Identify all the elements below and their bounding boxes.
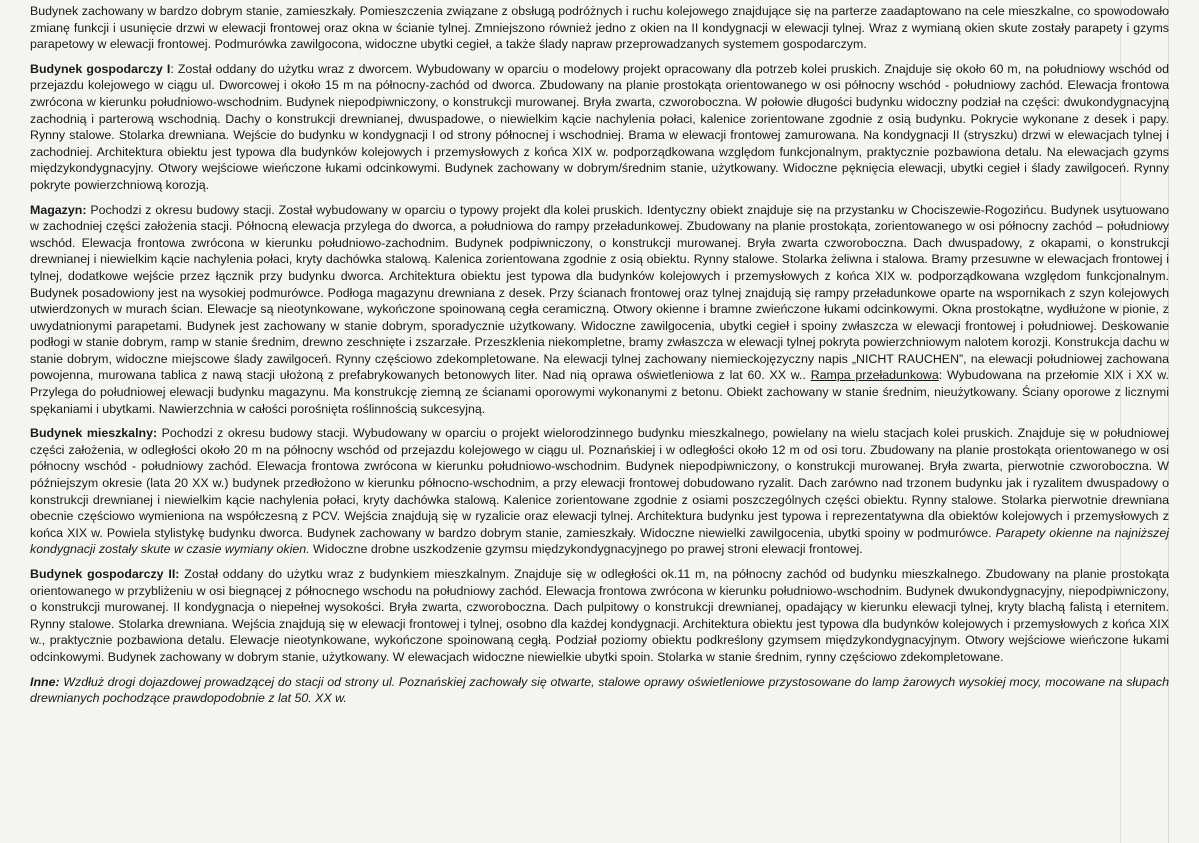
paragraph-budynek-gospodarczy-1 (30, 61, 1169, 194)
paragraph-budynek-gospodarczy-2 (30, 566, 1169, 666)
scan-fold-line (1120, 0, 1121, 843)
section-heading: Budynek gospodarczy II: (30, 567, 180, 581)
section-heading: Magazyn: (30, 202, 87, 217)
scan-edge-line (1168, 0, 1169, 843)
paragraph-italic-text: Wzdłuż drogi dojazdowej prowadzącej do stacji od strony ul. Poznańskiej zachowały się otwarte, stalowe oprawy oświetleniowe przystosowane do lamp żarowych wysokiej mocy, mocowane na słupach drewnianych pochodzące prawdopodobnie z lat 50. XX w. (30, 674, 1169, 706)
paragraph-text: Pochodzi z okresu budowy stacji. Wybudowany w oparciu o projekt wielorodzinnego budynku mieszkalnego, powielany na wielu stacjach kolei pruskich. Znajduje się w południowej części założenia, w odległości około 20 m na północny wschód od przejazdu kolejowego w ciągu ul. Poznańskiej i w odległości około 12 m od osi toru. Zbudowany na planie prostokąta orientowanego w osi północny wschód - południowy zachód. Elewacja frontowa zwrócona w kierunku południowo-wschodnim. Budynek niepodpiwniczony, o konstrukcji murowanej. Bryła zwarta, pierwotnie czworoboczna. W późniejszym okresie (lata 20 XX w.) budynek przedłożono w kierunku północno-wschodnim, a przy elewacji frontowej dobudowano ryzalit. Dach zarówno nad trzonem budynku jak i ryzalitem dwuspadowy o konstrukcji drewnianej i niewielkim kącie nachylenia połaci, kryty dachówka stalową. Kalenice zorientowane zgodnie z osiami poszczególnych części obiektu. Rynny stalowe. Stolarka pierwotnie drewniana obecnie częściowo wymieniona na współczesną z PCV. Wejścia znajdują się w ryzalicie oraz elewacji tylnej. Architektura budynku jest typowa i reprezentatywna dla obiektów kolejowych i przemysłowych z końca XIX w. Powiela stylistykę budynku dworca. Budynek zachowany w bardzo dobrym stanie, zamieszkały. Widoczne niewielki zawilgocenia, ubytki spoiny w podmurówce. (30, 426, 1169, 540)
paragraph-text: Budynek zachowany w bardzo dobrym stanie, zamieszkały. Pomieszczenia związane z obsługą podróżnych i ruchu kolejowego znajdujące się na parterze zaadaptowano na cele mieszkalne, co spowodowało zmianę funkcji i usunięcie drzwi w elewacji frontowej oraz okna w ścianie tylnej. Zmniejszono również jedno z okien na II kondygnacji w elewacji tylnej. Wraz z wymianą okien skute zostały parapety i gzyms parapetowy w elewacji frontowej. Podmurówka zawilgocona, widoczne ubytki cegieł, a także ślady napraw przeprowadzanych systemem gospodarczym. (30, 4, 1169, 52)
paragraph-dworzec-condition (30, 3, 1169, 53)
paragraph-text: Pochodzi z okresu budowy stacji. Został wybudowany w oparciu o typowy projekt dla kolei pruskich. Identyczny obiekt znajduje się na przystanku w Chociszewie-Rogozińcu. Budynek usytuowano w zachodniej części założenia stacji. Północną elewacja przylega do dworca, a południowa do rampy przeładunkowej. Zbudowany na planie prostokąta, zorientowanego w osi północny zachód – południowy wschód. Elewacja frontowa zwrócona w kierunku południowo-zachodnim. Budynek podpiwniczony, o konstrukcji murowanej. Bryła zwarta czworoboczna. Dach dwuspadowy, z okapami, o konstrukcji drewnianej i niewielkim kącie nachylenia połaci, kryty dachówka stalową. Kalenica zorientowana zgodnie z osią obiektu. Rynny stalowe. Stolarka żeliwna i stalowa. Bramy przesuwne w elewacjach frontowej i tylnej, dodatkowe wejście przez łącznik przy budynku dworca. Architektura obiektu jest typowa dla budynków kolejowych i przemysłowych z końca XIX w. podporządkowana względom funkcjonalnym. Budynek posadowiony jest na wysokiej podmurówce. Podłoga magazynu drewniana z desek. Przy ścianach frontowej oraz tylnej znajdują się rampy przeładunkowe oparte na wspornikach z szyn kolejowych utwierdzonych w murach ścian. Elewacje są nieotynkowane, wykończone spoinowaną cegła ceramiczną. Otwory okienne i bramne zwieńczone łukami odcinkowymi. Okna prostokątne, wydłużone w pionie, z uwydatnionymi parapetami. Budynek jest zachowany w stanie dobrym, sporadycznie użytkowany. Widoczne zawilgocenia, ubytki cegieł i spoiny zwłaszcza w elewacji frontowej i południowej. Deskowanie podłogi w stanie dobrym, ramp w stanie średnim, drewno zeschnięte i zszarzałe. Przeszklenia niekompletne, bramy zwłaszcza w elewacji tylnej pokryta powierzchniowym nalotem korozji. Konstrukcja dachu w stanie dobrym, widoczne miejscowe ślady zawilgoceń. Rynny częściowo zdekompletowane. Na elewacji tylnej zachowany niemieckojęzyczny napis „NICHT RAUCHEN”, na elewacji południowej zachowana powojenna, murowana tablica z nawą stacji ułożoną z prefabrykowanych betonowych liter. Nad nią oprawa oświetleniowa z lat 60. XX w.. (30, 202, 1169, 383)
paragraph-text: : Został oddany do użytku wraz z dworcem. Wybudowany w oparciu o modelowy projekt opracowany dla potrzeb kolei pruskich. Znajduje się około 60 m, na południowy wschód od przejazdu kolejowego w ciągu ul. Dworcowej i około 15 m na północny-zachód od dworca. Zbudowany na planie prostokąta orientowanego w osi północny wschód - południowy zachód. Elewacja frontowa zwrócona w kierunku południowo-wschodnim. Budynek niepodpiwniczony, o konstrukcji murowanej. Bryła zwarta, czworoboczna. W połowie długości budynku widoczny podział na części: dwukondygnacyjną zachodnią i parterową wschodnią. Dachy o konstrukcji drewnianej, dwuspadowe, o niewielkim kącie nachylenia połaci, kalenice zorientowane zgodnie z osią budynku. Pokrycie wykonane z desek i papy. Rynny stalowe. Stolarka drewniana. Wejście do budynku w kondygnacji I od strony północnej i wschodniej. Brama w elewacji frontowej zamurowana. Na kondygnacji II (stryszku) drzwi w elewacjach tylnej i zachodniej. Architektura obiektu jest typowa dla budynków kolejowych i przemysłowych z końca XIX w. podporządkowana względom funkcjonalnym, praktycznie pozbawiona detalu. Na elewacjach gzyms międzykondygnacyjny. Otwory wejściowe wieńczone łukami odcinkowymi. Budynek zachowany w dobrym/średnim stanie, użytkowany. Widoczne pęknięcia elewacji, ubytki cegieł i ślady zawilgoceń. Rynny pokryte powierzchniową korozją. (30, 61, 1169, 192)
section-heading: Budynek mieszkalny: (30, 426, 158, 441)
paragraph-budynek-mieszkalny (30, 425, 1169, 558)
paragraph-text: Widoczne drobne uszkodzenie gzymsu międzykondygnacyjnego po prawej stroni elewacji frontowej. (309, 542, 863, 557)
paragraph-italic-text: Parapety okienne na najniższej kondygnacji zostały skute w czasie wymiany okien. (30, 525, 1169, 557)
section-heading: Inne: (30, 674, 60, 689)
paragraph-text: Został oddany do użytku wraz z budynkiem mieszkalnym. Znajduje się w odległości ok.11 m, na północny zachód od budynku mieszkalnego. Zbudowany na planie prostokąta orientowanego w przybliżeniu w osi biegnącej z północnego wschodu na południowy zachód. Elewacja frontowa zwrócona w kierunku południowo-wschodnim. Budynek dwukondygnacyjny, niepodpiwniczony, o konstrukcji murowanej. II kondygnacja o niepełnej wysokości. Bryła zwarta, czworoboczna. Dach pulpitowy o konstrukcji drewnianej, opadający w kierunku elewacji tylnej, kryty blachą falistą i eternitem. Rynny stalowe. Stolarka drewniana. Wejścia znajdują się w elewacji frontowej i tylnej, osobno dla każdej kondygnacji. Architektura obiektu jest typowa dla budynków kolejowych i przemysłowych z końca XIX w., praktycznie pozbawiona detalu. Elewacje nieotynkowane, wykończone spoinowaną cegłą. Podział poziomy obiektu podkreślony gzymsem międzykondygnacyjnym. Otwory wejściowe wieńczone łukami odcinkowymi. Budynek zachowany w dobrym stanie, użytkowany. W elewacjach widoczne niewielkie ubytki spoin. Stolarka w stanie średnim, rynny częściowo zdekompletowane. (30, 567, 1169, 664)
paragraph-magazyn (30, 202, 1169, 418)
paragraph-text: : Wybudowana na przełomie XIX i XX w. Przylega do południowej elewacji budynku magazynu. Ma konstrukcję ziemną ze ścianami oporowymi wykonanymi z betonu. Obiekt zachowany w stanie średnim, nieużytkowany. Ściany oporowe z licznymi spękaniami i ubytkami. Nawierzchnia w całości porośnięta roślinnością sukcesyjną. (30, 368, 1169, 416)
subsection-heading: Rampa przeładunkowa (810, 368, 939, 383)
paragraph-inne (30, 674, 1169, 707)
section-heading: Budynek gospodarczy I (30, 61, 171, 76)
